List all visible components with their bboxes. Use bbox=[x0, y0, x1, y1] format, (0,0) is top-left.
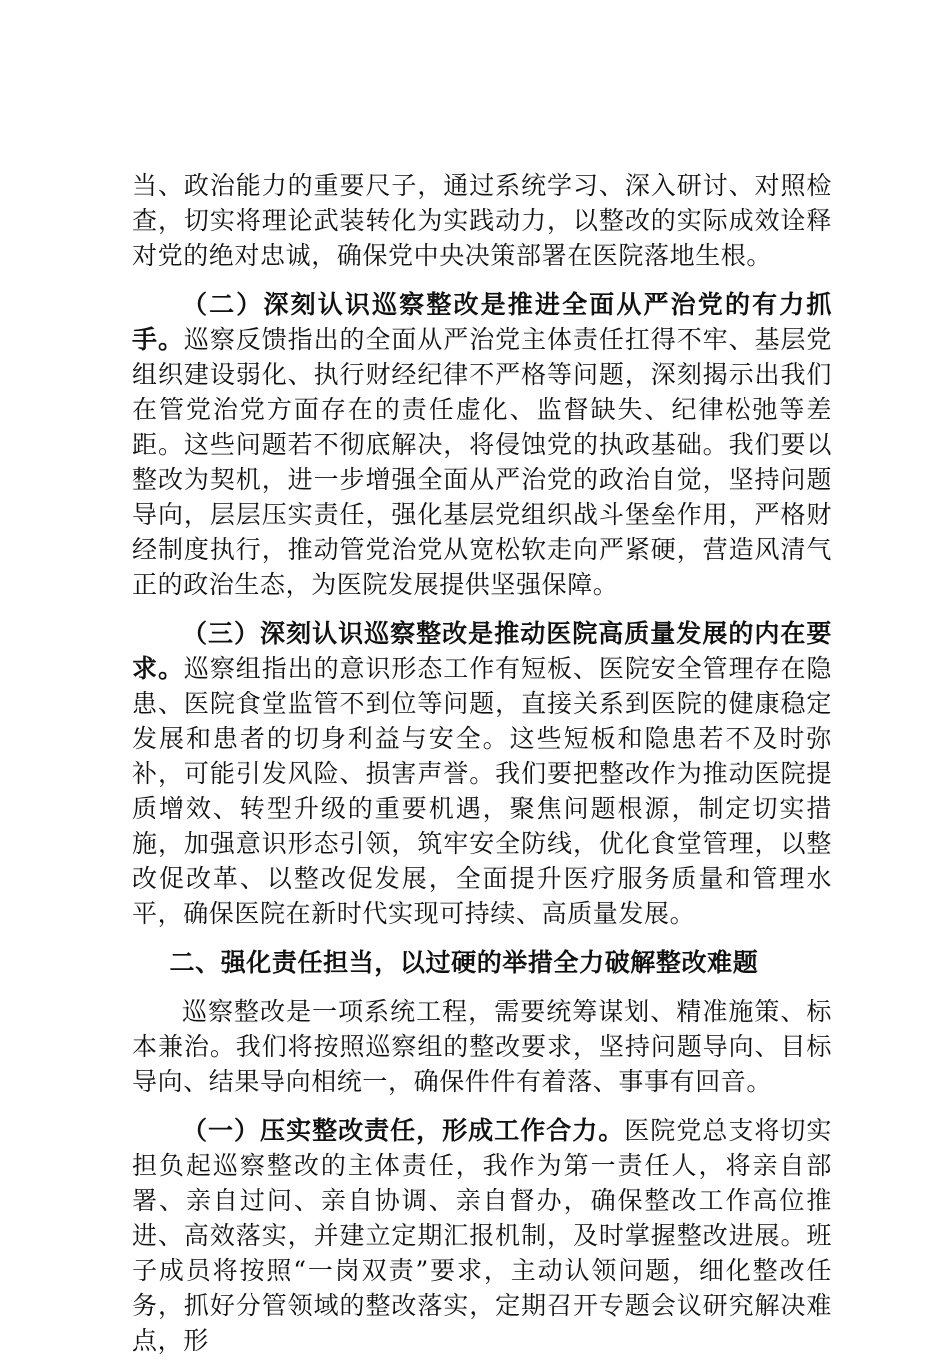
paragraph-text: 医院党总支将切实担负起巡察整改的主体责任，我作为第一责任人，将亲自部署、亲自过问、亲自协调、亲自督办，确保整改工作高位推进、高效落实，并建立定期汇报机制，及时掌握整改进展。班子成员将按照“一岗双责”要求，主动认领问题，细化整改任务，抓好分管领域的整改落实，定期召开专题会议研究解决难点，形 bbox=[132, 1116, 832, 1355]
paragraph-item-1 bbox=[132, 1113, 832, 1358]
paragraph-lead: （一）压实整改责任，形成工作合力。 bbox=[182, 1116, 625, 1145]
paragraph-text: 巡察反馈指出的全面从严治党主体责任扛得不牢、基层党组织建设弱化、执行财经纪律不严格等问题，深刻揭示出我们在管党治党方面存在的责任虚化、监督缺失、纪律松弛等差距。这些问题若不彻底解决，将侵蚀党的执政基础。我们要以整改为契机，进一步增强全面从严治党的政治自觉，坚持问题导向，层层压实责任，强化基层党组织战斗堡垒作用，严格财经制度执行，推动管党治党从宽松软走向严紧硬，营造风清气正的政治生态，为医院发展提供坚强保障。 bbox=[132, 325, 832, 599]
section-heading: 二、强化责任担当，以过硬的举措全力破解整改难题 bbox=[169, 948, 759, 977]
paragraph-continuation bbox=[132, 168, 832, 273]
section-intro: 巡察整改是一项系统工程，需要统筹谋划、精准施策、标本兼治。我们将按照巡察组的整改要求，坚持问题导向、目标导向、结果导向相统一，确保件件有着落、事事有回音。 bbox=[132, 997, 832, 1096]
paragraph-text: 当、政治能力的重要尺子，通过系统学习、深入研讨、对照检查，切实将理论武装转化为实践动力，以整改的实际成效诠释对党的绝对忠诚，确保党中央决策部署在医院落地生根。 bbox=[132, 171, 832, 270]
paragraph-item-3 bbox=[132, 616, 832, 931]
document-body bbox=[132, 168, 832, 1372]
paragraph-item-2 bbox=[132, 287, 832, 602]
paragraph-text: 巡察组指出的意识形态工作有短板、医院安全管理存在隐患、医院食堂监管不到位等问题，直接关系到医院的健康稳定发展和患者的切身利益与安全。这些短板和隐患若不及时弥补，可能引发风险、损害声誉。我们要把整改作为推动医院提质增效、转型升级的重要机遇，聚焦问题根源，制定切实措施，加强意识形态引领，筑牢安全防线，优化食堂管理，以整改促改革、以整改促发展，全面提升医疗服务质量和管理水平，确保医院在新时代实现可持续、高质量发展。 bbox=[132, 654, 832, 928]
paragraph-lead: （三）深刻认识巡察整改是推动医院高质量发展的内在要求。 bbox=[132, 619, 832, 683]
paragraph-lead: （二）深刻认识巡察整改是推进全面从严治党的有力抓手。 bbox=[132, 290, 832, 354]
